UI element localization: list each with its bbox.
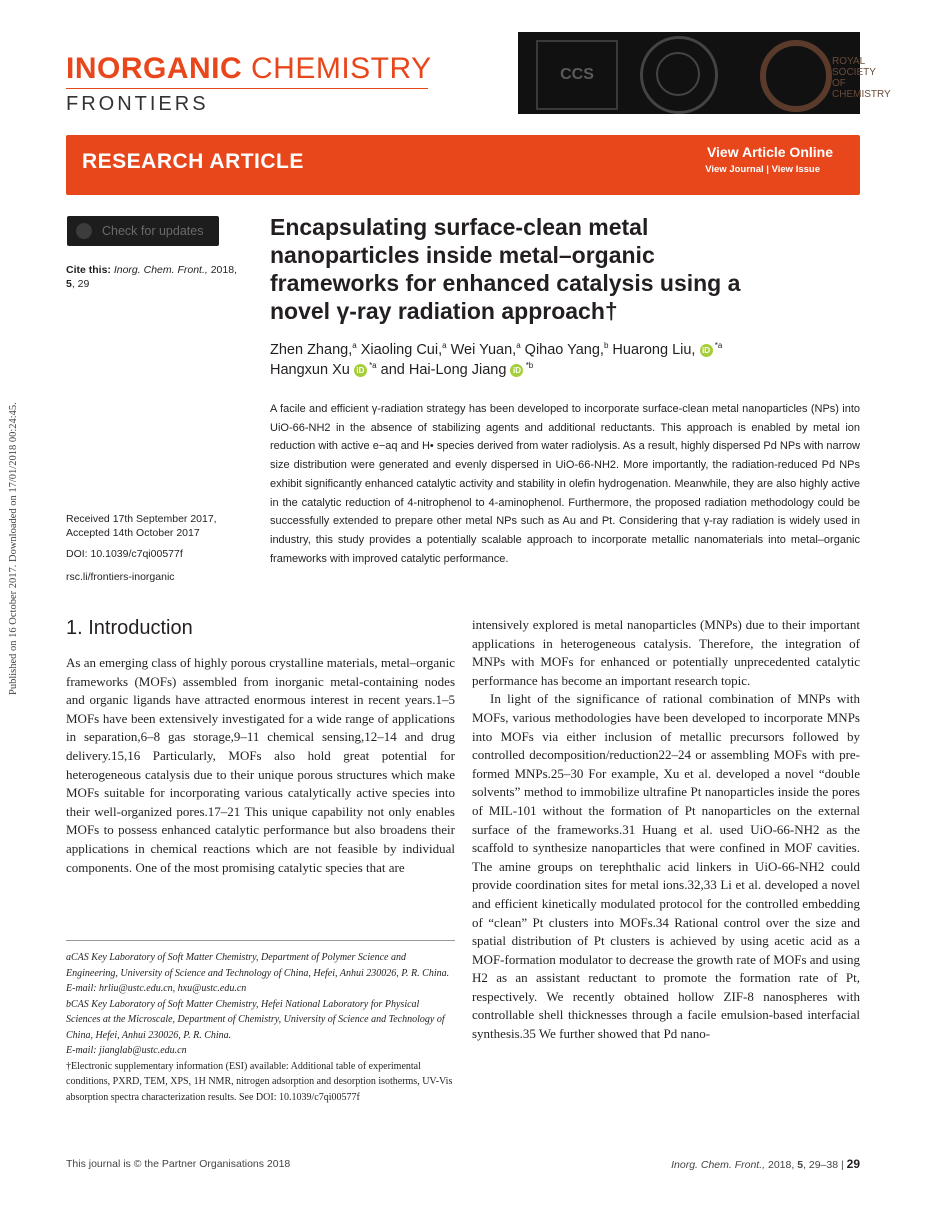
view-article-online-link[interactable]: View Article Online [706, 144, 833, 160]
section-heading-introduction: 1. Introduction [66, 617, 193, 639]
crossmark-icon [76, 223, 92, 239]
journal-rule [66, 88, 428, 89]
intro-paragraph-2: In light of the significance of rational combination of MNPs with MOFs, various methodologies have been developed to incorporate MNPs into MOFs via either inclusion of metallic precursors followed by controlled decomposition/reduction22–24 or assembling MOFs with pre-formed MNPs.25–30 For example, Xu et al. developed a novel “double solvents” method to immobilize ultrafine Pt nanoparticles inside the pores of MIL-101 without the formation of Pt nanoparticles on the external surface of the frameworks.31 Huang et al. used UiO-66-NH2 as the scaffold to synthesize nanoparticles that were confined in MOF cavities. The amine groups on terephthalic acid linkers in UiO-66-NH2 could provide coordination sites for metal ions.32,33 Li et al. developed a novel and efficient kinetically modulated protocol for the controlled embedding of “clean” Pt clusters into MOFs.34 Rational control over the size and spatial distribution of Pt clusters is achieved by using acetic acid as a MOF-formation modulator to decrease the growth rate of MOFs and using H2 as an assistant reductant to promote the formation rate of Pt, respectively. We recently obtained hollow ZIF-8 nanospheres with controllable shell thicknesses through a facile emulsion-based interfacial synthesis.35 We further showed that Pd nano- [472, 691, 860, 1042]
view-journal-issue-links[interactable]: View Journal | View Issue [705, 164, 820, 175]
orcid-icon[interactable]: iD [354, 364, 367, 377]
orcid-icon[interactable]: iD [700, 344, 713, 357]
journal-name: INORGANIC CHEMISTRY [66, 52, 432, 85]
rsc-logo-text: ROYAL SOCIETY OF CHEMISTRY [832, 56, 891, 100]
author-list: Zhen Zhang,$^a$ Xiaoling Cui,$^a$ Wei Yuan,$^a$ Qihao Yang,$^b$ Huarong Liu, iD $^{*a}$ Hangxun Xu iD $^{*a}$ and Hai-Long Jiang iD $^{*b}$ [270, 341, 723, 378]
rsc-logo-icon [760, 40, 832, 112]
body-text-left-column [66, 654, 455, 877]
journal-link[interactable]: rsc.li/frontiers-inorganic [66, 571, 175, 583]
doi[interactable]: DOI: 10.1039/c7qi00577f [66, 548, 183, 560]
esi-note: †Electronic supplementary information (ESI) available: Additional table of experimental conditions, PXRD, TEM, XPS, 1H NMR, nitrogen adsorption and desorption isotherms, UV-Vis absorption spectra characterization results. See DOI: 10.1039/c7qi00577f [66, 1060, 453, 1103]
orcid-icon[interactable]: iD [510, 364, 523, 377]
article-dates: Received 17th September 2017, Accepted 14th October 2017 [66, 513, 217, 539]
abstract: A facile and efficient γ-radiation strategy has been developed to incorporate surface-clean metal nanoparticles (NPs) into UiO-66-NH2 in the absence of stabilizing agents and additional reductants. This approach is enabled by metal ion reduction with active e−aq and H• species derived from water radiolysis. As a result, highly dispersed Pd NPs with narrow size distribution were generated and evenly dispersed in UiO-66-NH2. More importantly, the radiation-reduced Pd NPs exhibit significantly enhanced catalytic activity and stability in olefin hydrogenation. Meanwhile, they are also highly active in the catalytic reduction of 4-nitrophenol to 4-aminophenol. Furthermore, the proposed radiation methodology could be successfully extended to prepare other metal NPs such as Au and Pt. Considering that γ-ray radiation is widely used in industry, this study provides a potentially scalable approach to incorporate metallic nanomaterials into metal–organic frameworks with improved catalytic performance. [270, 403, 860, 565]
ccs-logo: CCS [536, 40, 618, 110]
article-title: Encapsulating surface-clean metal nanoparticles inside metal–organic frameworks for enhanced catalysis using a novel γ-ray radiation approach† [270, 214, 741, 324]
article-type: RESEARCH ARTICLE [82, 150, 304, 173]
footnotes [66, 950, 455, 1105]
affiliation-b: bCAS Key Laboratory of Soft Matter Chemistry, Hefei National Laboratory for Physical Sciences at the Microscale, Department of Chemistry, University of Science and Technology of China, Hefei, Anhui 230026, P. R. China. [66, 998, 445, 1041]
affiliation-a: aCAS Key Laboratory of Soft Matter Chemistry, Department of Polymer Science and Engineering, University of Science and Technology of China, Hefei, Anhui 230026, P. R. China. E-mail: hrliu@ustc.edu.cn, hxu@ustc.edu.cn [66, 952, 450, 994]
footnote-rule [66, 940, 455, 941]
page-number: 29 [846, 1157, 860, 1171]
body-text-right-column [472, 616, 860, 1044]
footer-citation: Inorg. Chem. Front., 2018, 5, 29–38 | 29 [671, 1157, 860, 1171]
citation: Cite this: Inorg. Chem. Front., 2018, 5, 29 [66, 264, 237, 290]
download-watermark: Published on 16 October 2017. Downloaded on 17/01/2018 00:24:45. [8, 402, 19, 695]
intro-paragraph-1-continued: intensively explored is metal nanoparticles (MNPs) due to their important applications in heterogeneous catalysis. Therefore, the integration of MNPs with MOFs for enhanced or potentially unprecedented catalytic performance has become an important research topic. [472, 617, 860, 688]
footer-copyright: This journal is © the Partner Organisations 2018 [66, 1158, 291, 1170]
intro-paragraph-1: As an emerging class of highly porous crystalline materials, metal–organic frameworks (MOFs) assembled from inorganic metal-containing nodes and organic ligands have attracted enormous interest in recent years.1–5 MOFs have been extensively investigated for a wide range of applications in separation,6–8 gas storage,9–11 chemical sensing,12–14 and drug delivery.15,16 Particularly, MOFs also hold great potential for heterogeneous catalysis due to their unique porous structures which make MOFs suitable for incorporating various catalytically active species into their well-organized pores.17–21 This unique capability not only enables MOFs to possess enhanced catalytic performance but also broadens their applications in chemical reactions which are not feasible by individual components. One of the most promising catalytic species that are [66, 655, 455, 875]
check-for-updates-label: Check for updates [102, 224, 204, 238]
journal-subtitle: FRONTIERS [66, 93, 209, 115]
peking-university-logo-inner [656, 52, 700, 96]
affiliation-b-email: E-mail: jianglab@ustc.edu.cn [66, 1045, 187, 1056]
